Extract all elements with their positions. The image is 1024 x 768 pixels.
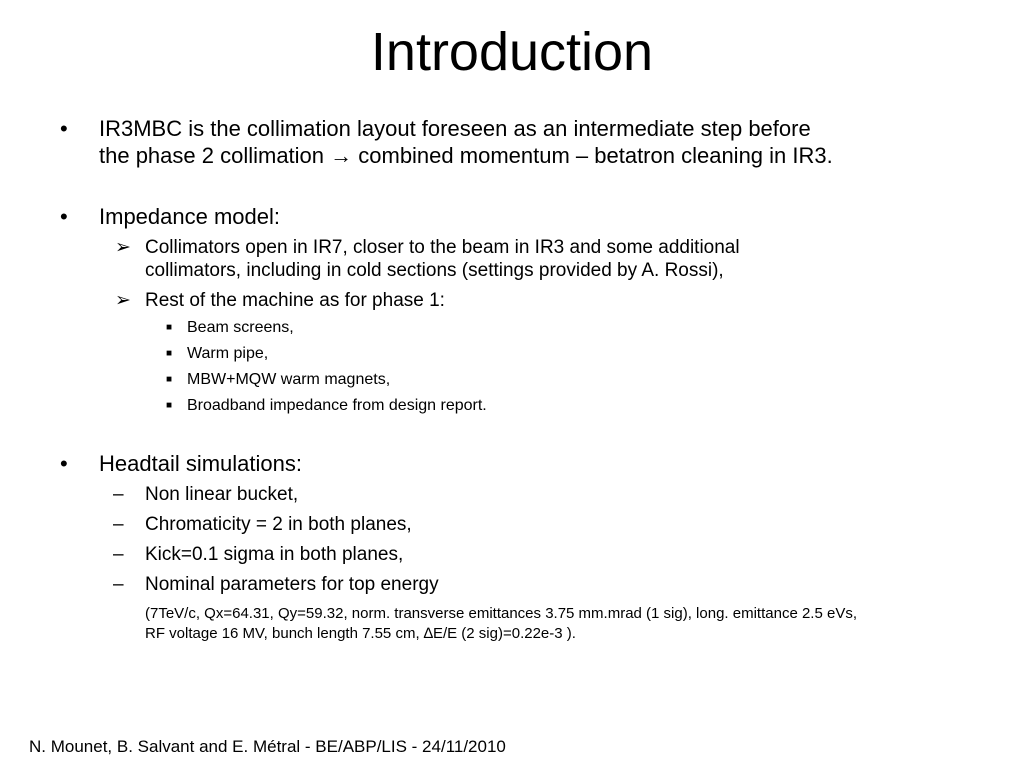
slide-footer: N. Mounet, B. Salvant and E. Métral - BE/ABP/LIS - 24/11/2010 xyxy=(29,737,506,756)
list-item-text: MBW+MQW warm magnets, xyxy=(187,371,391,388)
bullet-marker: • xyxy=(60,204,68,229)
dash-bullet-icon: – xyxy=(113,514,124,535)
sub-bullet-collimators xyxy=(111,236,978,282)
sub-bullet-line: Collimators open in IR7, closer to the beam in IR3 and some additional xyxy=(145,237,740,258)
slide-title: Introduction xyxy=(370,22,654,82)
dash-item-text: Chromaticity = 2 in both planes, xyxy=(145,514,412,535)
note-line: RF voltage 16 MV, bunch length 7.55 cm, ∆E/E (2 sig)=0.22e-3 ). xyxy=(145,625,576,642)
parameters-note xyxy=(145,604,978,644)
note-line: (7TeV/c, Qx=64.31, Qy=59.32, norm. transverse emittances 3.75 mm.mrad (1 sig), long. emittance 2.5 eVs, xyxy=(145,605,857,622)
square-bullet-icon: ■ xyxy=(166,322,173,333)
arrow-bullet-icon: ➢ xyxy=(115,290,131,311)
sub-bullet-text xyxy=(145,236,740,282)
list-item-warm-magnets xyxy=(163,370,978,390)
dash-item-text: Kick=0.1 sigma in both planes, xyxy=(145,544,404,565)
square-bullet-icon: ■ xyxy=(166,348,173,359)
bullet-impedance-model xyxy=(58,203,978,230)
list-item-broadband-impedance xyxy=(163,396,978,416)
list-item-text: Broadband impedance from design report. xyxy=(187,397,487,414)
bullet-ir3mbc xyxy=(58,115,978,169)
list-item-beam-screens xyxy=(163,318,978,338)
sub-bullet-rest-of-machine xyxy=(111,289,978,312)
bullet-line: the phase 2 collimation → combined momentum – betatron cleaning in IR3. xyxy=(99,143,833,168)
square-bullet-icon: ■ xyxy=(166,400,173,411)
bullet-marker: • xyxy=(60,116,68,141)
list-item-warm-pipe xyxy=(163,344,978,364)
slide-content xyxy=(58,115,978,644)
dash-item-text: Nominal parameters for top energy xyxy=(145,574,439,595)
dash-bullet-icon: – xyxy=(113,544,124,565)
bullet-marker: • xyxy=(60,451,68,476)
list-item-text: Warm pipe, xyxy=(187,345,269,362)
arrow-bullet-icon: ➢ xyxy=(115,237,131,258)
bullet-text xyxy=(99,115,833,169)
dash-item-nominal-parameters xyxy=(111,573,978,596)
bullet-headtail-simulations xyxy=(58,450,978,477)
square-bullet-icon: ■ xyxy=(166,374,173,385)
sub-bullet-text: Rest of the machine as for phase 1: xyxy=(145,290,445,311)
bullet-line: IR3MBC is the collimation layout foreseen as an intermediate step before xyxy=(99,116,811,141)
dash-item-kick xyxy=(111,543,978,566)
dash-bullet-icon: – xyxy=(113,574,124,595)
bullet-text: Impedance model: xyxy=(99,204,280,229)
dash-bullet-icon: – xyxy=(113,484,124,505)
bullet-text: Headtail simulations: xyxy=(99,451,302,476)
dash-item-text: Non linear bucket, xyxy=(145,484,299,505)
sub-bullet-line: collimators, including in cold sections (settings provided by A. Rossi), xyxy=(145,260,724,281)
dash-item-chromaticity xyxy=(111,513,978,536)
list-item-text: Beam screens, xyxy=(187,319,294,336)
dash-item-non-linear-bucket xyxy=(111,483,978,506)
